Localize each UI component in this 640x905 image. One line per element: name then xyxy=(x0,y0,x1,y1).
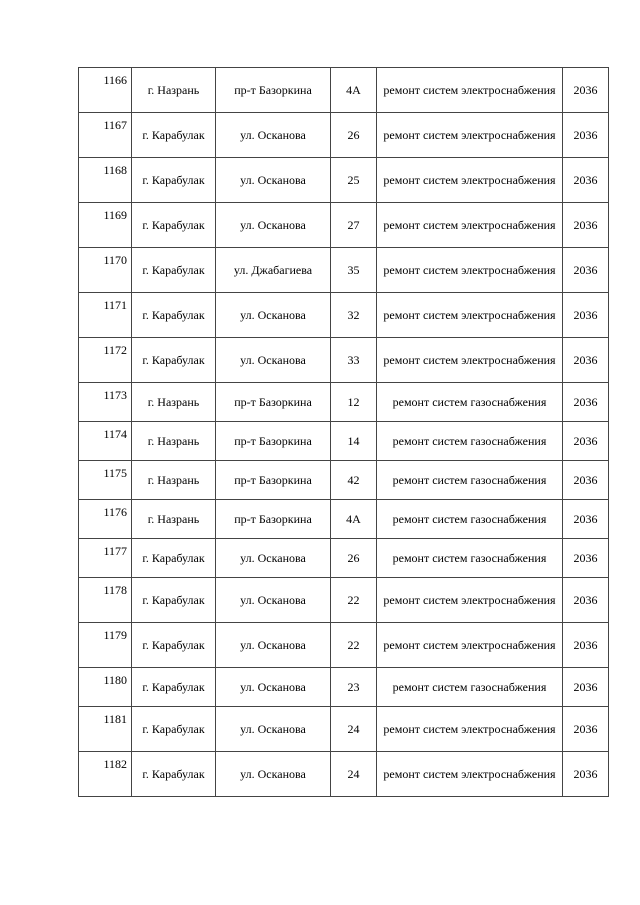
street-cell: пр-т Базоркина xyxy=(216,500,331,539)
year-cell: 2036 xyxy=(563,578,609,623)
table-row xyxy=(79,500,609,539)
house-number-cell: 24 xyxy=(331,707,377,752)
street-cell: пр-т Базоркина xyxy=(216,383,331,422)
year-cell: 2036 xyxy=(563,422,609,461)
city-cell: г. Назрань xyxy=(132,500,216,539)
table-row xyxy=(79,623,609,668)
year-cell: 2036 xyxy=(563,68,609,113)
work-type-cell: ремонт систем электроснабжения xyxy=(377,248,563,293)
year-cell: 2036 xyxy=(563,158,609,203)
city-cell: г. Карабулак xyxy=(132,203,216,248)
street-cell: ул. Осканова xyxy=(216,203,331,248)
table-row xyxy=(79,707,609,752)
house-number-cell: 24 xyxy=(331,752,377,797)
house-number-cell: 32 xyxy=(331,293,377,338)
table-row xyxy=(79,248,609,293)
work-type-cell: ремонт систем газоснабжения xyxy=(377,461,563,500)
city-cell: г. Карабулак xyxy=(132,293,216,338)
year-cell: 2036 xyxy=(563,113,609,158)
work-type-cell: ремонт систем электроснабжения xyxy=(377,578,563,623)
city-cell: г. Карабулак xyxy=(132,539,216,578)
city-cell: г. Назрань xyxy=(132,422,216,461)
table-row xyxy=(79,338,609,383)
city-cell: г. Назрань xyxy=(132,461,216,500)
work-type-cell: ремонт систем электроснабжения xyxy=(377,293,563,338)
work-type-cell: ремонт систем газоснабжения xyxy=(377,668,563,707)
work-type-cell: ремонт систем электроснабжения xyxy=(377,623,563,668)
work-type-cell: ремонт систем электроснабжения xyxy=(377,338,563,383)
year-cell: 2036 xyxy=(563,668,609,707)
street-cell: ул. Осканова xyxy=(216,578,331,623)
street-cell: ул. Осканова xyxy=(216,539,331,578)
row-number: 1169 xyxy=(79,203,132,248)
city-cell: г. Карабулак xyxy=(132,158,216,203)
table-row xyxy=(79,668,609,707)
table-row xyxy=(79,578,609,623)
house-number-cell: 27 xyxy=(331,203,377,248)
street-cell: ул. Осканова xyxy=(216,338,331,383)
house-number-cell: 23 xyxy=(331,668,377,707)
works-table xyxy=(78,67,609,797)
table-row xyxy=(79,293,609,338)
street-cell: ул. Осканова xyxy=(216,707,331,752)
year-cell: 2036 xyxy=(563,461,609,500)
row-number: 1166 xyxy=(79,68,132,113)
city-cell: г. Карабулак xyxy=(132,668,216,707)
row-number: 1181 xyxy=(79,707,132,752)
city-cell: г. Карабулак xyxy=(132,248,216,293)
city-cell: г. Карабулак xyxy=(132,707,216,752)
street-cell: ул. Осканова xyxy=(216,158,331,203)
table-row xyxy=(79,203,609,248)
table-body xyxy=(79,68,609,797)
year-cell: 2036 xyxy=(563,752,609,797)
street-cell: пр-т Базоркина xyxy=(216,422,331,461)
work-type-cell: ремонт систем электроснабжения xyxy=(377,68,563,113)
table-row xyxy=(79,383,609,422)
row-number: 1178 xyxy=(79,578,132,623)
table-row xyxy=(79,158,609,203)
house-number-cell: 22 xyxy=(331,623,377,668)
house-number-cell: 35 xyxy=(331,248,377,293)
house-number-cell: 25 xyxy=(331,158,377,203)
year-cell: 2036 xyxy=(563,383,609,422)
row-number: 1174 xyxy=(79,422,132,461)
row-number: 1175 xyxy=(79,461,132,500)
year-cell: 2036 xyxy=(563,248,609,293)
row-number: 1167 xyxy=(79,113,132,158)
row-number: 1171 xyxy=(79,293,132,338)
year-cell: 2036 xyxy=(563,293,609,338)
row-number: 1173 xyxy=(79,383,132,422)
year-cell: 2036 xyxy=(563,623,609,668)
row-number: 1179 xyxy=(79,623,132,668)
table-row xyxy=(79,539,609,578)
table-row xyxy=(79,461,609,500)
row-number: 1172 xyxy=(79,338,132,383)
house-number-cell: 42 xyxy=(331,461,377,500)
city-cell: г. Назрань xyxy=(132,68,216,113)
row-number: 1182 xyxy=(79,752,132,797)
house-number-cell: 22 xyxy=(331,578,377,623)
street-cell: ул. Осканова xyxy=(216,668,331,707)
street-cell: пр-т Базоркина xyxy=(216,68,331,113)
year-cell: 2036 xyxy=(563,707,609,752)
work-type-cell: ремонт систем газоснабжения xyxy=(377,422,563,461)
table-row xyxy=(79,422,609,461)
house-number-cell: 4А xyxy=(331,68,377,113)
street-cell: ул. Осканова xyxy=(216,293,331,338)
year-cell: 2036 xyxy=(563,203,609,248)
city-cell: г. Карабулак xyxy=(132,338,216,383)
row-number: 1168 xyxy=(79,158,132,203)
house-number-cell: 26 xyxy=(331,113,377,158)
city-cell: г. Назрань xyxy=(132,383,216,422)
table-row xyxy=(79,752,609,797)
year-cell: 2036 xyxy=(563,539,609,578)
table-row xyxy=(79,113,609,158)
work-type-cell: ремонт систем электроснабжения xyxy=(377,158,563,203)
work-type-cell: ремонт систем электроснабжения xyxy=(377,752,563,797)
house-number-cell: 4А xyxy=(331,500,377,539)
row-number: 1177 xyxy=(79,539,132,578)
city-cell: г. Карабулак xyxy=(132,623,216,668)
year-cell: 2036 xyxy=(563,338,609,383)
house-number-cell: 14 xyxy=(331,422,377,461)
work-type-cell: ремонт систем газоснабжения xyxy=(377,500,563,539)
city-cell: г. Карабулак xyxy=(132,578,216,623)
house-number-cell: 33 xyxy=(331,338,377,383)
work-type-cell: ремонт систем электроснабжения xyxy=(377,203,563,248)
row-number: 1176 xyxy=(79,500,132,539)
table-row xyxy=(79,68,609,113)
work-type-cell: ремонт систем газоснабжения xyxy=(377,383,563,422)
street-cell: ул. Осканова xyxy=(216,752,331,797)
street-cell: ул. Осканова xyxy=(216,113,331,158)
house-number-cell: 12 xyxy=(331,383,377,422)
city-cell: г. Карабулак xyxy=(132,752,216,797)
row-number: 1180 xyxy=(79,668,132,707)
row-number: 1170 xyxy=(79,248,132,293)
street-cell: ул. Джабагиева xyxy=(216,248,331,293)
city-cell: г. Карабулак xyxy=(132,113,216,158)
year-cell: 2036 xyxy=(563,500,609,539)
work-type-cell: ремонт систем электроснабжения xyxy=(377,113,563,158)
street-cell: пр-т Базоркина xyxy=(216,461,331,500)
house-number-cell: 26 xyxy=(331,539,377,578)
street-cell: ул. Осканова xyxy=(216,623,331,668)
work-type-cell: ремонт систем газоснабжения xyxy=(377,539,563,578)
work-type-cell: ремонт систем электроснабжения xyxy=(377,707,563,752)
